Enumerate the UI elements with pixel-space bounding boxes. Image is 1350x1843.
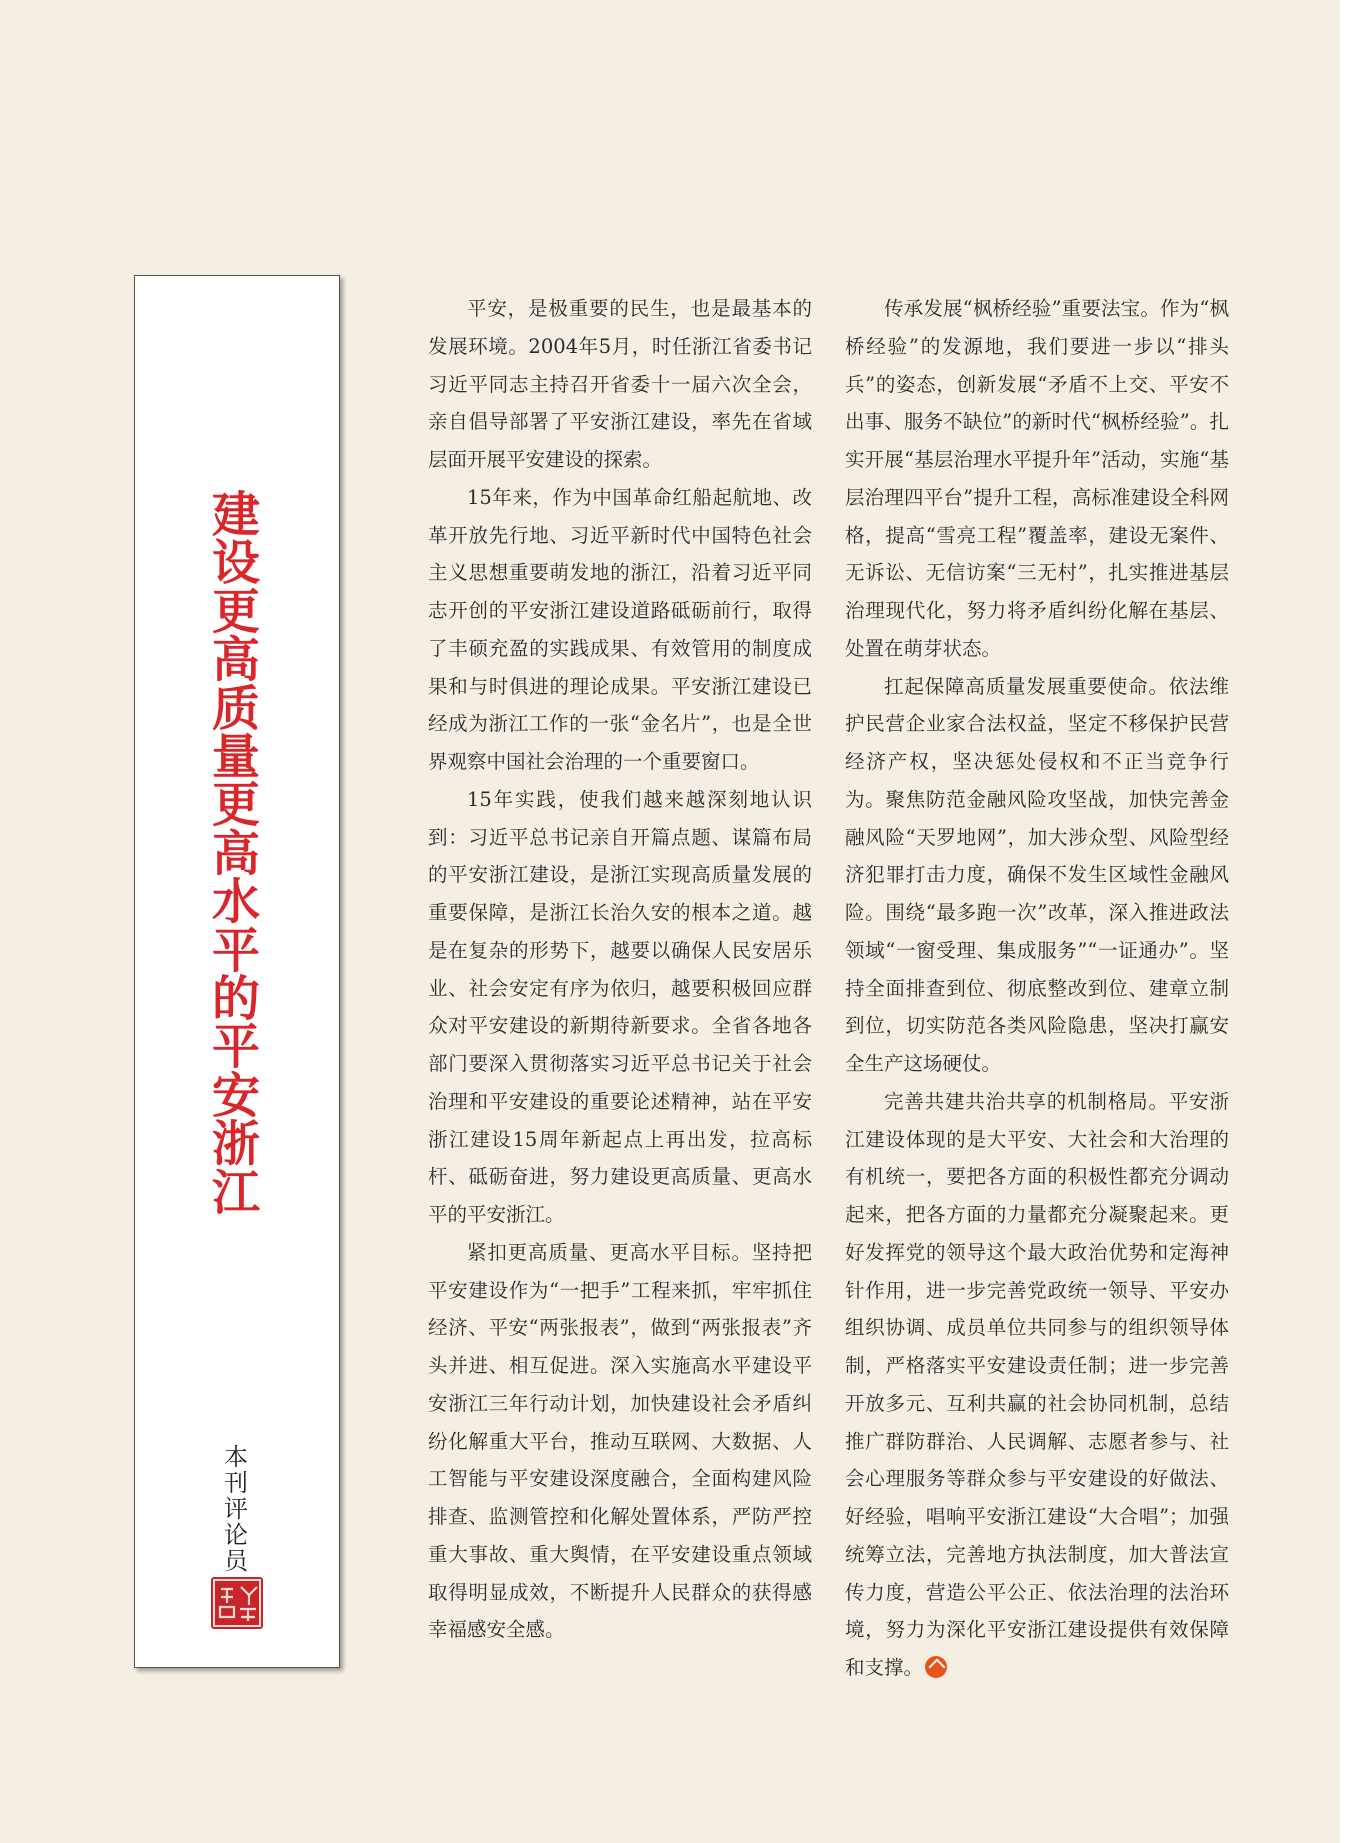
page-edge-strip [1340, 0, 1350, 1843]
paragraph: 15年实践，使我们越来越深刻地认识到：习近平总书记亲自开篇点题、谋篇布局的平安浙江建设，是浙江实现高质量发展的重要保障，是浙江长治久安的根本之道。越是在复杂的形势下，越要以确保人民安居乐业、社会安定有序为依归，越要积极回应群众对平安建设的新期待新要求。全省各地各部门要深入贯彻落实习近平总书记关于社会治理和平安建设的重要论述精神，站在平安浙江建设15周年新起点上再出发，拉高标杆、砥砺奋进，努力建设更高质量、更高水平的平安浙江。 [428, 787, 812, 1226]
paragraph: 15年来，作为中国革命红船起航地、改革开放先行地、习近平新时代中国特色社会主义思想重要萌发地的浙江，沿着习近平同志开创的平安浙江建设道路砥砺前行，取得了丰硕充盈的实践成果、有效管用的制度成果和与时俱进的理论成果。平安浙江建设已经成为浙江工作的一张“金名片”，也是全世界观察中国社会治理的一个重要窗口。 [428, 485, 812, 773]
author-byline: 本刊评论员 [224, 1443, 248, 1575]
seal-stamp-icon [211, 1577, 263, 1629]
paragraph [845, 1083, 1229, 1687]
article-column-left [428, 290, 812, 1649]
paragraph: 平安，是极重要的民生，也是最基本的发展环境。2004年5月，时任浙江省委书记习近平同志主持召开省委十一届六次全会，亲自倡导部署了平安浙江建设，率先在省域层面开展平安建设的探索。 [428, 297, 812, 471]
article-title: 建设更高质量更高水平的平安浙江 [211, 487, 260, 1221]
article-column-right [845, 290, 1229, 1687]
paragraph-text: 完善共建共治共享的机制格局。平安浙江建设体现的是大平安、大社会和大治理的有机统一，要把各方面的积极性都充分调动起来，把各方面的力量都充分凝聚起来。更好发挥党的领导这个最大政治优势和定海神针作用，进一步完善党政统一领导、平安办组织协调、成员单位共同参与的组织领导体制，严格落实平安建设责任制；进一步完善开放多元、互利共赢的社会协同机制，总结推广群防群治、人民调解、志愿者参与、社会心理服务等群众参与平安建设的好做法、好经验，唱响平安浙江建设“大合唱”；加强统筹立法，完善地方执法制度，加大普法宣传力度，营造公平公正、依法治理的法治环境，努力为深化平安浙江建设提供有效保障和支撑。 [845, 1089, 1229, 1679]
paragraph: 紧扣更高质量、更高水平目标。坚持把平安建设作为“一把手”工程来抓，牢牢抓住经济、平安“两张报表”，做到“两张报表”齐头并进、相互促进。深入实施高水平建设平安浙江三年行动计划，加快建设社会矛盾纠纷化解重大平台，推动互联网、大数据、人工智能与平安建设深度融合，全面构建风险排查、监测管控和化解处置体系，严防严控重大事故、重大舆情，在平安建设重点领域取得明显成效，不断提升人民群众的获得感幸福感安全感。 [428, 1240, 812, 1642]
paragraph: 扛起保障高质量发展重要使命。依法维护民营企业家合法权益，坚定不移保护民营经济产权，坚决惩处侵权和不正当竞争行为。聚焦防范金融风险攻坚战，加快完善金融风险“天罗地网”，加大涉众型、风险型经济犯罪打击力度，确保不发生区域性金融风险。围绕“最多跑一次”改革，深入推进政法领域“一窗受理、集成服务”“一证通办”。坚持全面排查到位、彻底整改到位、建章立制到位，切实防范各类风险隐患，坚决打赢安全生产这场硬仗。 [845, 674, 1229, 1075]
end-mark-icon [925, 1656, 947, 1678]
title-sidebar [134, 275, 340, 1668]
paragraph: 传承发展“枫桥经验”重要法宝。作为“枫桥经验”的发源地，我们要进一步以“排头兵”的姿态，创新发展“矛盾不上交、平安不出事、服务不缺位”的新时代“枫桥经验”。扎实开展“基层治理水平提升年”活动，实施“基层治理四平台”提升工程，高标准建设全科网格，提高“雪亮工程”覆盖率，建设无案件、无诉讼、无信访案“三无村”，扎实推进基层治理现代化，努力将矛盾纠纷化解在基层、处置在萌芽状态。 [845, 297, 1229, 660]
